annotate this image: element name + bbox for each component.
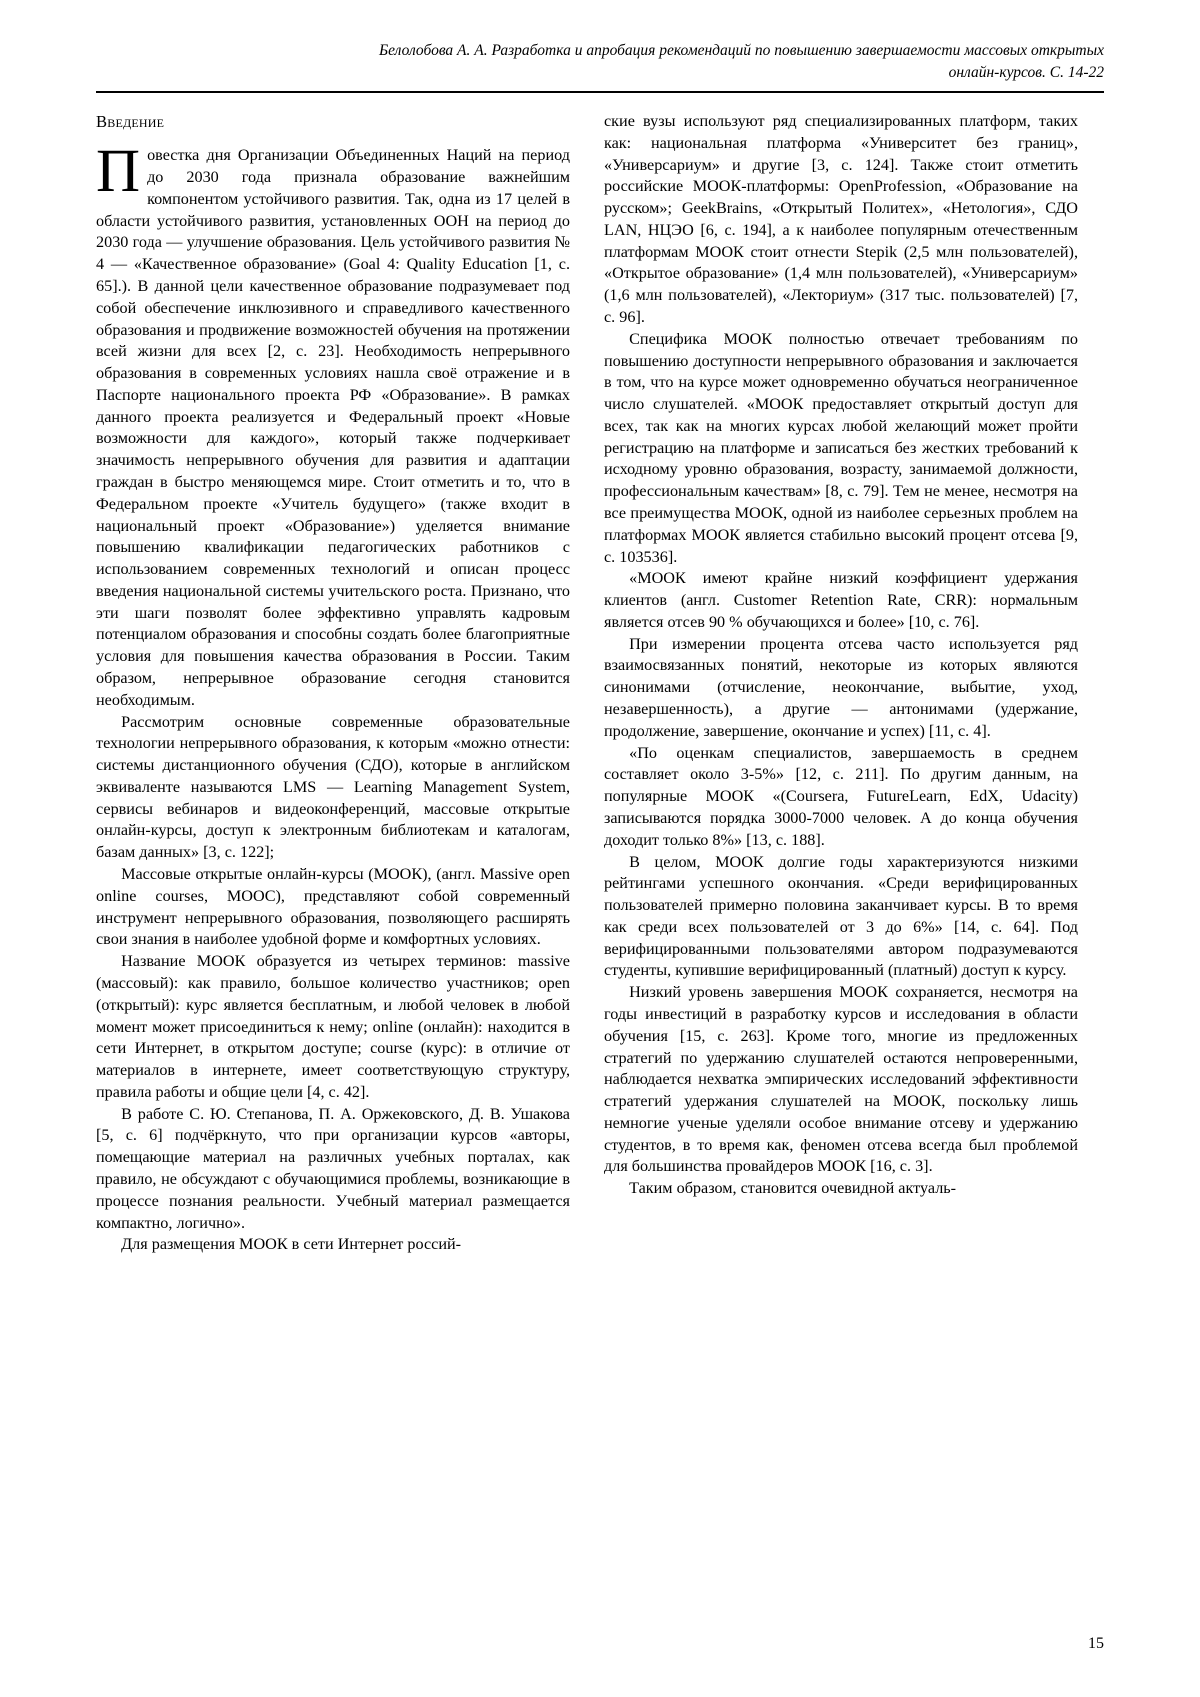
paragraph: Рассмотрим основные современные образовательные технологии непрерывного образования, к которым «можно отнести: системы дистанционного обучения (СДО), которые в английском эквиваленте называются LMS — Learning Management System, сервисы вебинаров и видеоконференций, массовые открытые онлайн-курсы, доступ к электронным библиотекам и каталогам, базам данных» [3, с. 122]; bbox=[96, 712, 570, 862]
running-head bbox=[96, 40, 1104, 85]
section-heading-introduction: Введение bbox=[96, 111, 165, 131]
paragraph-text: овестка дня Организации Объединенных Наций на период до 2030 года признала образование важнейшим компонентом устойчивого развития. Так, одна из 17 целей в области устойчивого развития, установленных ООН на период до 2030 года — улучшение образования. Цель устойчивого развития № 4 — «Качественное образование» (Goal 4: Quality Education [1, с. 65].). В данной цели качественное образование подразумевает под собой обеспечение инклюзивного и справедливого качественного образования и продвижение возможностей обучения на протяжении всей жизни для всех [2, с. 23]. Необходимость непрерывного образования в современных условиях нашла своё отражение и в Паспорте национального проекта РФ «Образование». В рамках данного проекта реализуется и Федеральный проект «Новые возможности для каждого», который также подчеркивает значимость непрерывного обучения для развития и адаптации граждан в быстро меняющемся мире. Стоит отметить и то, что в Федеральном проекте «Учитель будущего» (также входит в национальный проект «Образование») уделяется внимание повышению квалификации педагогических работников с использованием современных технологий и описан процесс введения национальной системы учительского роста. Признано, что эти шаги позволят более эффективно управлять кадровым потенциалом образования и способны создать более благоприятные условия для повышения качества образования в России. Таким образом, непрерывное образование сегодня становится необходимым. bbox=[96, 146, 570, 709]
paragraph: Специфика МООК полностью отвечает требованиям по повышению доступности непрерывного образования и заключается в том, что на курсе может одновременно обучаться неограниченное число слушателей. «МООК предоставляет открытый доступ для всех, так как на многих курсах любой желающий может пройти регистрацию на платформе и записаться без жестких требований к исходному уровню образования, возрасту, занимаемой должности, профессиональным качествам» [8, с. 79]. Тем не менее, несмотря на все преимущества МООК, одной из наиболее серьезных проблем на платформах МООК является стабильно высокий процент отсева [9, с. 103536]. bbox=[604, 329, 1078, 566]
header-divider bbox=[96, 91, 1104, 93]
page-number: 15 bbox=[1088, 1635, 1104, 1652]
paragraph: Название МООК образуется из четырех терминов: massive (массовый): как правило, большое количество участников; open (открытый): курс является бесплатным, и любой человек в любой момент может присоединиться к нему; online (онлайн): находится в сети Интернет, в открытом доступе; course (курс): в отличие от материалов в интернете, имеет соответствующую структуру, правила работы и общие цели [4, с. 42]. bbox=[96, 952, 570, 1101]
two-column-body bbox=[96, 111, 1104, 1531]
paragraph: Низкий уровень завершения МООК сохраняется, несмотря на годы инвестиций в разработку курсов и исследования в области обучения [15, с. 263]. Кроме того, многие из предложенных стратегий по удержанию слушателей остаются непроверенными, наблюдается нехватка эмпирических исследований эффективности стратегий удержания слушателей на МООК, поскольку лишь немногие ученые уделяли особое внимание отсеву и удержанию студентов, в то время как, феномен отсева всегда был проблемой для большинства провайдеров МООК [16, с. 3]. bbox=[604, 983, 1078, 1176]
paragraph: «МООК имеют крайне низкий коэффициент удержания клиентов (англ. Customer Retention Rate, CRR): нормальным является отсев 90 % обучающихся и более» [10, с. 76]. bbox=[604, 569, 1078, 631]
paragraph bbox=[96, 138, 570, 711]
paragraph: В целом, МООК долгие годы характеризуются низкими рейтингами успешного окончания. «Среди верифицированных пользователей примерно половина заканчивает курсы. В то время как среди всех пользователей от 3 до 6%» [14, с. 64]. Под верифицированными пользователями автором подразумеваются студенты, купившие верифицированный (платный) доступ к курсу. bbox=[604, 852, 1078, 980]
paragraph: При измерении процента отсева часто используется ряд взаимосвязанных понятий, некоторые из которых являются синонимами (отчисление, неокончание, выбытие, уход, незавершенность), а другие — антонимами (удержание, продолжение, завершение, окончание и успех) [11, с. 4]. bbox=[604, 634, 1078, 740]
paragraph: Массовые открытые онлайн-курсы (МООК), (англ. Massive open online courses, MOOC), представляют собой современный инструмент непрерывного образования, позволяющего расширять свои знания в наиболее удобной форме и комфортных условиях. bbox=[96, 865, 570, 949]
drop-cap: П bbox=[96, 138, 141, 206]
right-column bbox=[604, 111, 1078, 1531]
paragraph: Для размещения МООК в сети Интернет россий- bbox=[121, 1235, 462, 1254]
left-column bbox=[96, 111, 570, 1531]
running-head-line-1: Белолобова А. А. Разработка и апробация рекомендаций по повышению завершаемости массовых открытых bbox=[379, 42, 1104, 59]
paragraph: В работе С. Ю. Степанова, П. А. Оржековского, Д. В. Ушакова [5, с. 6] подчёркнуто, что при организации курсов «авторы, помещающие материал на различных учебных порталах, как правило, не обсуждают с обучающимися проблемы, возникающие в процессе познания реальности. Учебный материал размещается компактно, логично». bbox=[96, 1104, 570, 1232]
paragraph: «По оценкам специалистов, завершаемость в среднем составляет около 3-5%» [12, с. 211]. По другим данным, на популярные МООК «(Coursera, FutureLearn, EdX, Udacity) записываются порядка 3000-7000 человек. А до конца обучения доходит только 8%» [13, с. 188]. bbox=[604, 743, 1078, 849]
paragraph: Таким образом, становится очевидной актуаль- bbox=[629, 1179, 957, 1198]
running-head-line-2: онлайн-курсов. С. 14-22 bbox=[948, 64, 1104, 82]
paragraph: ские вузы используют ряд специализированных платформ, таких как: национальная платформа «Университет без границ», «Универсариум» и другие [3, с. 124]. Также стоит отметить российские МООК-платформы: OpenProfession, «Образование на русском»; GeekBrains, «Открытый Политех», «Нетология», СДО LAN, НЦЭО [6, с. 194], а к наиболее популярным отечественным платформам МООК стоит отнести Stepik (2,5 млн пользователей), «Открытое образование» (1,4 млн пользователей), «Универсариум» (1,6 млн пользователей), «Лекториум» (317 тыс. пользователей) [7, с. 96]. bbox=[604, 111, 1078, 326]
